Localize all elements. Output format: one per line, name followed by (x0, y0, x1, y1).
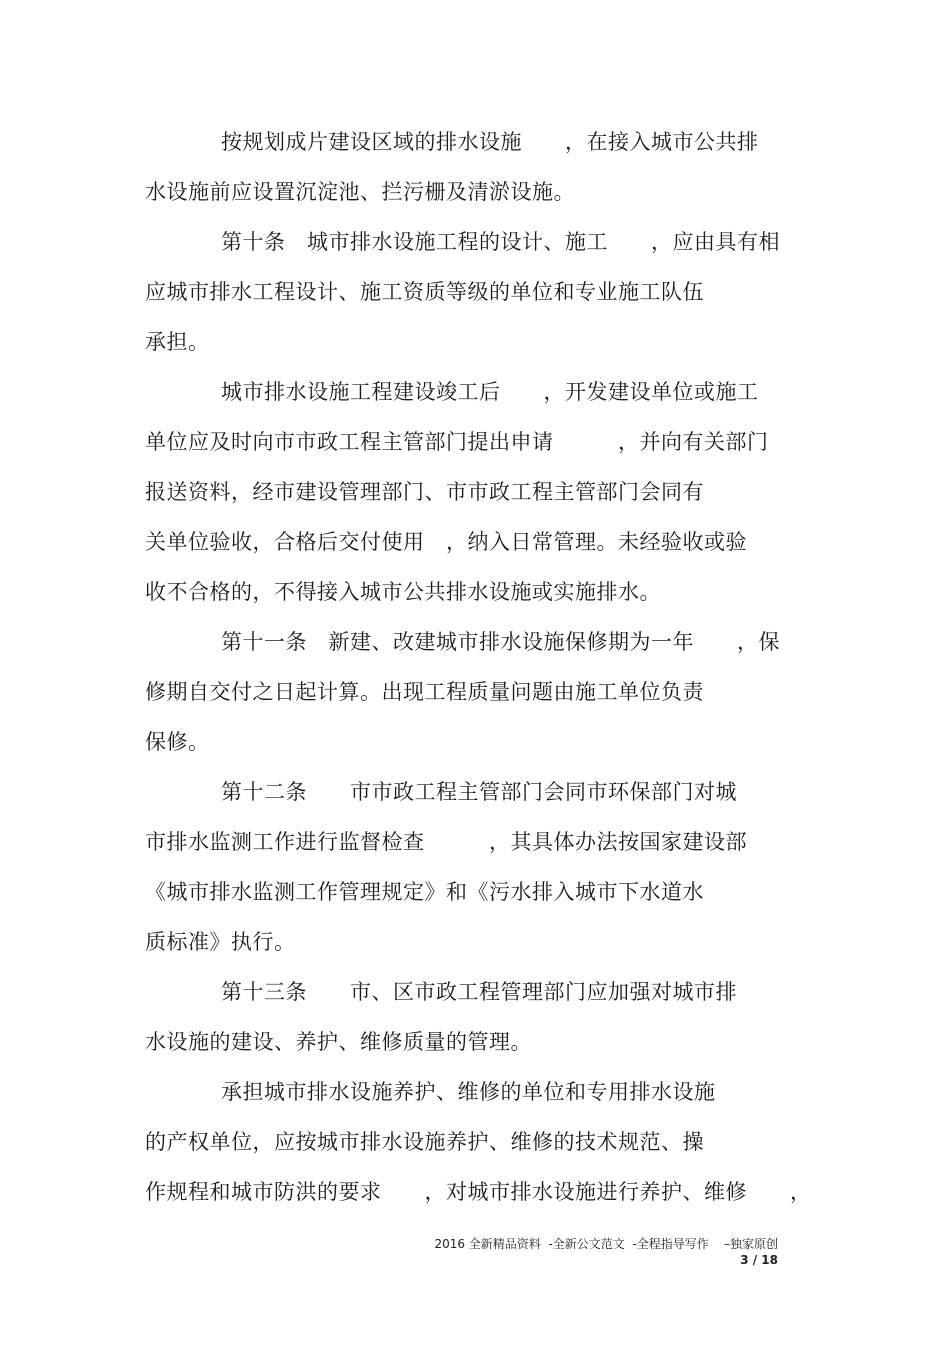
text-line: 单位应及时向市市政工程主管部门提出申请 ，并向有关部门 (145, 430, 769, 454)
page-number: 3 / 18 (740, 1253, 778, 1267)
footer-text: 2016 全新精品资料 -全新公文范文 -全程指导写作 –独家原创 (434, 1237, 778, 1251)
text-line: 应城市排水工程设计、施工资质等级的单位和专业施工队伍 (145, 280, 704, 304)
text-line: 作规程和城市防洪的要求 ，对城市排水设施进行养护、维修 ， (145, 1180, 812, 1204)
text-line: 城市排水设施工程建设竣工后 ，开发建设单位或施工 (221, 380, 759, 404)
text-line: 修期自交付之日起计算。出现工程质量问题由施工单位负责 (145, 680, 704, 704)
text-line: 《城市排水监测工作管理规定》和《污水排入城市下水道水 (145, 880, 704, 904)
text-line: 报送资料，经市建设管理部门、市市政工程主管部门会同有 (145, 480, 704, 504)
text-line: 第十二条 市市政工程主管部门会同市环保部门对城 (221, 780, 737, 804)
text-line: 第十条 城市排水设施工程的设计、施工 ，应由具有相 (221, 230, 780, 254)
text-line: 保修。 (145, 730, 210, 754)
text-line: 的产权单位，应按城市排水设施养护、维修的技术规范、操 (145, 1130, 704, 1154)
text-line: 承担城市排水设施养护、维修的单位和专用排水设施 (221, 1080, 716, 1104)
text-line: 市排水监测工作进行监督检查 ，其具体办法按国家建设部 (145, 830, 747, 854)
text-line: 承担。 (145, 330, 210, 354)
text-line: 第十一条 新建、改建城市排水设施保修期为一年 ，保 (221, 630, 780, 654)
text-line: 关单位验收，合格后交付使用 ，纳入日常管理。未经验收或验 (145, 530, 747, 554)
text-line: 水设施前应设置沉淀池、拦污栅及清淤设施。 (145, 180, 575, 204)
text-line: 按规划成片建设区域的排水设施 ，在接入城市公共排 (221, 130, 759, 154)
text-line: 水设施的建设、养护、维修质量的管理。 (145, 1030, 532, 1054)
text-line: 质标准》执行。 (145, 930, 296, 954)
text-line: 收不合格的，不得接入城市公共排水设施或实施排水。 (145, 580, 661, 604)
text-line: 第十三条 市、区市政工程管理部门应加强对城市排 (221, 980, 737, 1004)
